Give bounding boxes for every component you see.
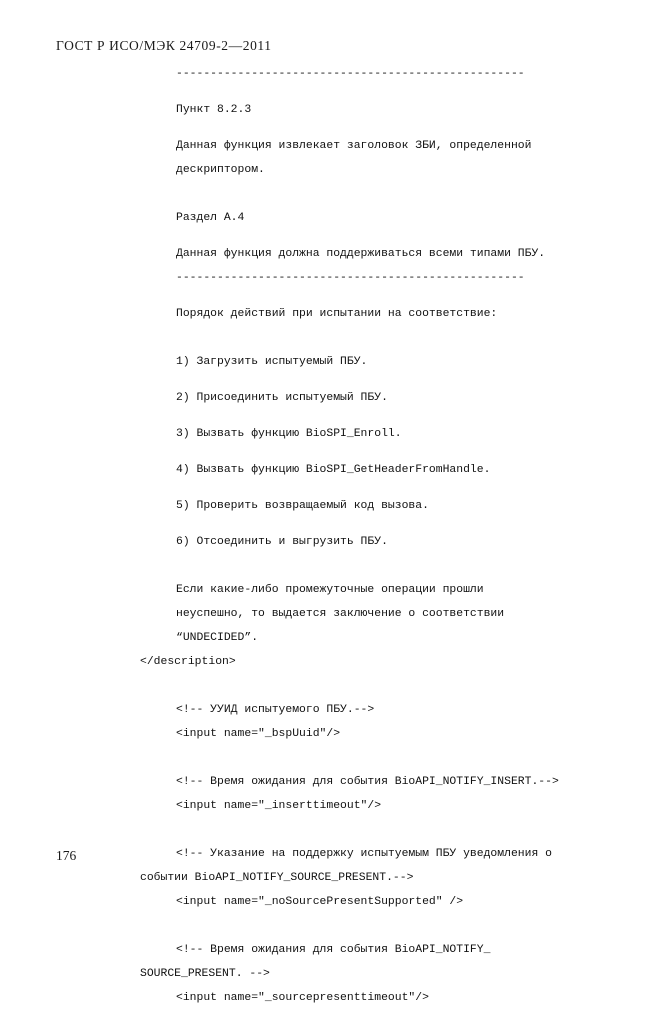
procedure-step: 6) Отсоединить и выгрузить ПБУ.: [176, 536, 388, 548]
spacer: [140, 326, 640, 350]
xml-comment-source-present-line-2: событии BioAPI_NOTIFY_SOURCE_PRESENT.-->: [140, 872, 414, 884]
note-line-1: Если какие-либо промежуточные операции прошли: [176, 584, 484, 596]
xml-input-insert-timeout: <input name="_inserttimeout"/>: [176, 800, 382, 812]
spacer: [140, 182, 640, 206]
page-body: [140, 62, 640, 1010]
clause-label: Пункт 8.2.3: [176, 104, 252, 116]
procedure-step: 2) Присоединить испытуемый ПБУ.: [176, 392, 388, 404]
spacer: [140, 230, 640, 242]
procedure-step: 4) Вызвать функцию BioSPI_GetHeaderFromHandle.: [176, 464, 491, 476]
horizontal-rule-middle: ---------------------------------------------------: [176, 272, 525, 284]
spacer: [140, 554, 640, 578]
clause-text-line-2: дескриптором.: [176, 164, 265, 176]
procedure-title: Порядок действий при испытании на соответствие:: [176, 308, 498, 320]
spacer: [140, 446, 640, 458]
spacer: [140, 914, 640, 938]
xml-close-description-tag: </description>: [140, 656, 236, 668]
page-header: ГОСТ Р ИСО/МЭК 24709-2—2011: [56, 38, 272, 53]
spacer: [140, 674, 640, 698]
section-label: Раздел А.4: [176, 212, 245, 224]
procedure-step: 5) Проверить возвращаемый код вызова.: [176, 500, 429, 512]
xml-comment-source-timeout-line-2: SOURCE_PRESENT. -->: [140, 968, 270, 980]
xml-input-source-present-timeout: <input name="_sourcepresenttimeout"/>: [176, 992, 429, 1004]
xml-comment-insert-timeout: <!-- Время ожидания для события BioAPI_NOTIFY_INSERT.-->: [176, 776, 559, 788]
horizontal-rule-top: ---------------------------------------------------: [176, 68, 525, 80]
spacer: [140, 746, 640, 770]
spacer: [140, 410, 640, 422]
spacer: [140, 290, 640, 302]
spacer: [140, 374, 640, 386]
xml-input-uuid: <input name="_bspUuid"/>: [176, 728, 341, 740]
spacer: [140, 818, 640, 842]
note-line-2: неуспешно, то выдается заключение о соответствии: [176, 608, 505, 620]
note-line-3: “UNDECIDED”.: [176, 632, 259, 644]
xml-input-no-source-present-supported: <input name="_noSourcePresentSupported" />: [176, 896, 464, 908]
procedure-step: 1) Загрузить испытуемый ПБУ.: [176, 356, 368, 368]
spacer: [140, 482, 640, 494]
xml-comment-uuid: <!-- УУИД испытуемого ПБУ.-->: [176, 704, 375, 716]
procedure-step: 3) Вызвать функцию BioSPI_Enroll.: [176, 428, 402, 440]
page-number: 176: [56, 848, 77, 863]
spacer: [140, 86, 640, 98]
spacer: [140, 122, 640, 134]
xml-comment-source-timeout-line-1: <!-- Время ожидания для события BioAPI_NOTIFY_: [176, 944, 491, 956]
section-text: Данная функция должна поддерживаться всеми типами ПБУ.: [176, 248, 546, 260]
clause-text-line-1: Данная функция извлекает заголовок ЗБИ, определенной: [176, 140, 532, 152]
spacer: [140, 518, 640, 530]
xml-comment-source-present-line-1: <!-- Указание на поддержку испытуемым ПБУ уведомления о: [176, 848, 552, 860]
